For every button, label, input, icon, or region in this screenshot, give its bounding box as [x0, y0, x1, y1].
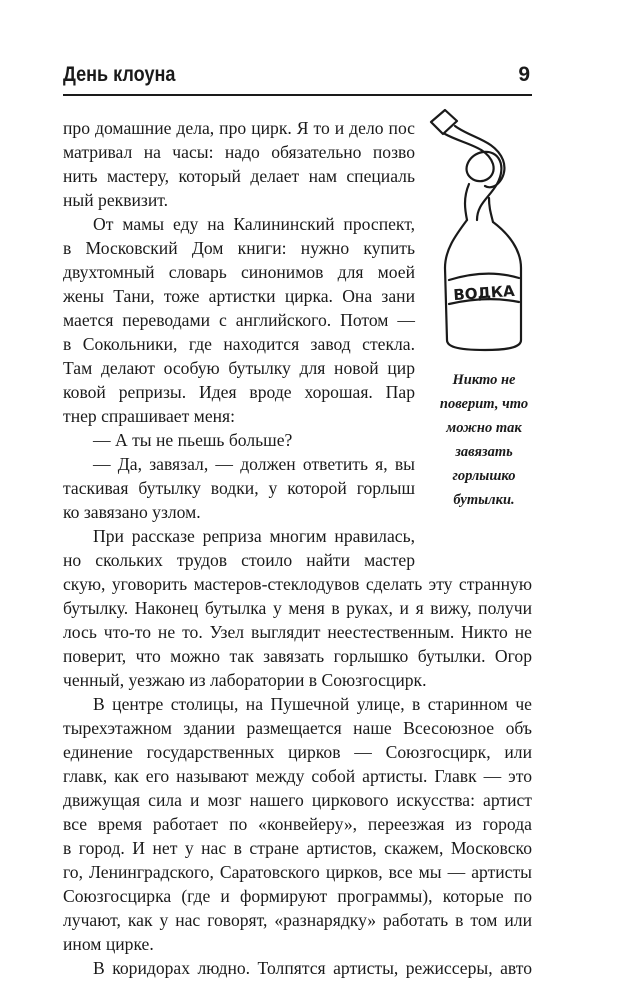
text-line: в город. И нет у нас в стране артистов, скажем, Московско	[63, 838, 532, 858]
running-title: День клоуна	[63, 63, 176, 86]
bottle-knot-inner	[465, 184, 469, 220]
text-line: ченный, уезжаю из лаборатории в Союзгосцирк.	[63, 670, 427, 690]
caption-line: бутылки.	[453, 492, 515, 508]
knotted-bottle-drawing	[425, 108, 537, 358]
text-line: — А ты не пьешь больше?	[93, 430, 293, 450]
bottle-neck-right	[489, 198, 493, 222]
page-number: 9	[518, 63, 530, 86]
text-line: При рассказе реприза многим нравилась,	[93, 526, 415, 546]
header-rule	[63, 94, 532, 96]
text-line: бутылку. Наконец бутылка у меня в руках, и я вижу, получи	[63, 598, 532, 618]
text-line: матривал на часы: надо обязательно позво	[63, 142, 415, 162]
text-line: скую, уговорить мастеров-стеклодувов сделать эту странную	[63, 574, 532, 594]
text-line: Там делают особую бутылку для новой цир	[63, 358, 415, 378]
text-line: В центре столицы, на Пушечной улице, в старинном че	[93, 694, 532, 714]
text-line: лось что-то не то. Узел выглядит неестественным. Никто не	[63, 622, 532, 642]
text-line: главк, как его называют между собой артисты. Главк — это	[63, 766, 532, 786]
text-line: мается переводами с английского. Потом —	[63, 310, 415, 330]
text-line: Союзгосцирка (где и формируют программы), которые по	[63, 886, 532, 906]
caption-line: завязать	[455, 444, 513, 460]
text-line: но скольких трудов стоило найти мастер	[63, 550, 415, 570]
text-line: таскивая бутылку водки, у которой горлыш	[63, 478, 415, 498]
bottle-cap	[431, 110, 457, 134]
text-line: тырехэтажном здании размещается наше Всесоюзное объ	[63, 718, 532, 738]
label-top-edge	[449, 274, 519, 280]
caption-line: горлышко	[452, 468, 516, 484]
running-head	[63, 62, 532, 92]
text-line: нить мастеру, который делает нам специаль	[63, 166, 415, 186]
caption-line: можно так	[446, 420, 522, 436]
text-line: ко завязано узлом.	[63, 502, 201, 522]
text-line: От мамы еду на Калининский проспект,	[93, 214, 415, 234]
text-line: двухтомный словарь синонимов для моей	[63, 262, 415, 282]
text-line: ковой репризы. Идея вроде хорошая. Пар	[63, 382, 415, 402]
vodka-bottle-illustration	[425, 108, 537, 358]
caption-line: поверит, что	[439, 396, 529, 412]
text-line: все время работает по «конвейеру», переезжая из города	[63, 814, 532, 834]
text-line: единение государственных цирков — Союзгосцирк, или	[63, 742, 532, 762]
text-line: го, Ленинградского, Саратовского цирков, все мы — артисты	[63, 862, 532, 882]
caption-line: Никто не	[452, 372, 516, 388]
text-line: движущая сила и мозг нашего циркового искусства: артист	[63, 790, 532, 810]
text-line: — Да, завязал, — должен ответить я, вы	[93, 454, 415, 474]
text-line: В коридорах людно. Толпятся артисты, режиссеры, авто	[93, 958, 532, 978]
text-line: про домашние дела, про цирк. Я то и дело пос	[63, 118, 415, 138]
text-line: поверит, что можно так завязать горлышко бутылки. Огор	[63, 646, 532, 666]
text-line: ный реквизит.	[63, 190, 169, 210]
text-line: тнер спрашивает меня:	[63, 406, 236, 426]
bottle-label-text: ВОДКА	[452, 281, 516, 305]
text-line: лучают, как у нас говорят, «разнарядку» работать в том или	[63, 910, 532, 930]
text-line: жены Тани, тоже артистки цирка. Она зани	[63, 286, 415, 306]
text-line: в Московский Дом книги: нужно купить	[63, 238, 415, 258]
text-line: ином цирке.	[63, 934, 154, 954]
text-line: в Сокольники, где находится завод стекла.	[63, 334, 415, 354]
